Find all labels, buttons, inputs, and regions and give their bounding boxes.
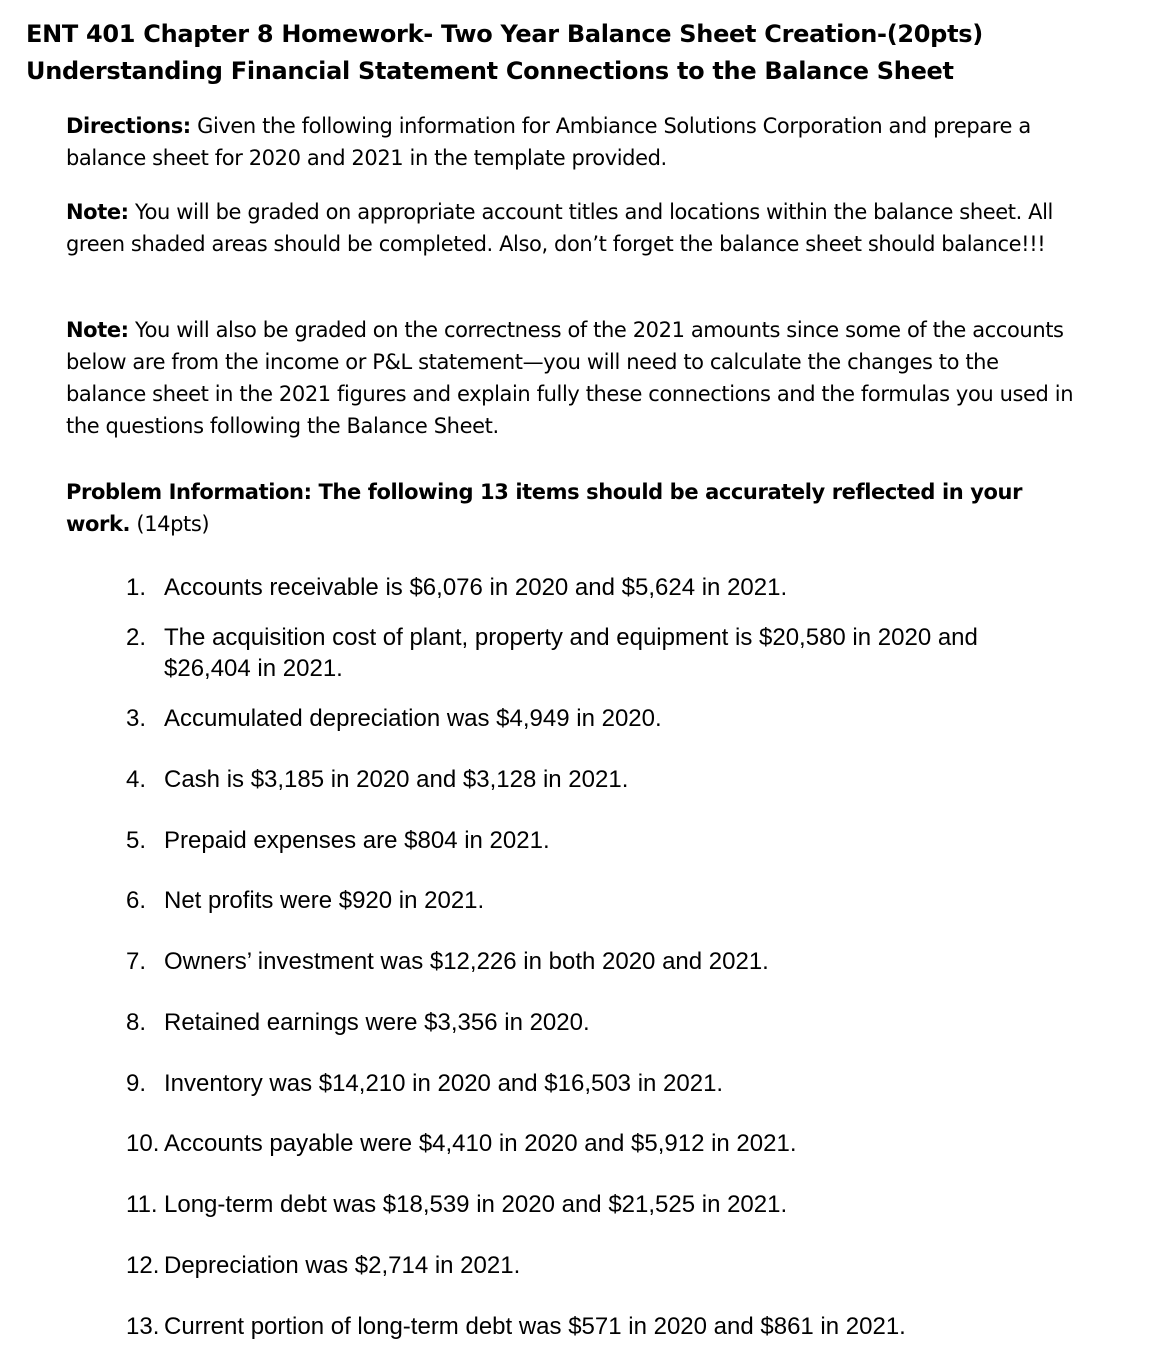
item-number: 10. (126, 1130, 160, 1157)
list-item (126, 825, 1066, 856)
directions-label: Directions: (66, 114, 191, 138)
item-number: 7. (126, 948, 147, 975)
note-text: You will also be graded on the correctness of the 2021 amounts since some of the accounts below are from the income or P&L statement—you will need to calculate the changes to the balance sheet in the 2021 figures and explain fully these connections and the formulas you used in the questions following the Balance Sheet. (66, 318, 1074, 438)
item-text: The acquisition cost of plant, property and equipment is $20,580 in 2020 and $26,404 in 2021. (164, 624, 978, 682)
item-text: Inventory was $14,210 in 2020 and $16,503 in 2021. (164, 1070, 724, 1097)
item-text: Net profits were $920 in 2021. (164, 887, 485, 914)
item-number: 9. (126, 1070, 147, 1097)
item-number: 3. (126, 705, 147, 732)
list-item (126, 1007, 1066, 1038)
list-item (126, 764, 1066, 795)
item-number: 13. (126, 1313, 160, 1340)
item-text: Owners’ investment was $12,226 in both 2020 and 2021. (164, 948, 769, 975)
note-label: Note: (66, 200, 129, 224)
item-number: 1. (126, 574, 147, 601)
item-text: Accounts payable were $4,410 in 2020 and $5,912 in 2021. (164, 1130, 797, 1157)
item-text: Accumulated depreciation was $4,949 in 2020. (164, 705, 662, 732)
item-text: Long-term debt was $18,539 in 2020 and $21,525 in 2021. (164, 1191, 788, 1218)
list-item (126, 1311, 1066, 1342)
item-text: Depreciation was $2,714 in 2021. (164, 1252, 521, 1279)
item-number: 11. (126, 1191, 158, 1218)
list-item (126, 1068, 1066, 1099)
item-number: 8. (126, 1009, 147, 1036)
list-item (126, 1128, 1066, 1159)
list-item (126, 572, 1066, 603)
item-text: Retained earnings were $3,356 in 2020. (164, 1009, 590, 1036)
directions-text: Given the following information for Ambiance Solutions Corporation and prepare a balance sheet for 2020 and 2021 in the template provided. (66, 114, 1031, 170)
page-subtitle: Understanding Financial Statement Connections to the Balance Sheet (26, 57, 954, 85)
item-number: 5. (126, 827, 147, 854)
list-item (126, 1250, 1066, 1281)
list-item (126, 703, 1066, 734)
item-text: Prepaid expenses are $804 in 2021. (164, 827, 550, 854)
item-text: Cash is $3,185 in 2020 and $3,128 in 2021. (164, 766, 629, 793)
item-number: 4. (126, 766, 147, 793)
page-title: ENT 401 Chapter 8 Homework- Two Year Balance Sheet Creation-(20pts) (26, 20, 983, 48)
note-label: Note: (66, 318, 129, 342)
note-text: You will be graded on appropriate account titles and locations within the balance sheet. All green shaded areas should be completed. Also, don’t forget the balance sheet should balance!!! (66, 200, 1053, 256)
problem-label: Problem Information: The following 13 items should be accurately reflected in your work. (66, 480, 1023, 536)
item-text: Accounts receivable is $6,076 in 2020 and $5,624 in 2021. (164, 574, 788, 601)
list-item (126, 885, 1066, 916)
item-number: 6. (126, 887, 147, 914)
item-number: 12. (126, 1252, 160, 1279)
problem-points: (14pts) (130, 512, 210, 536)
item-number: 2. (126, 624, 147, 651)
list-item (126, 946, 1066, 977)
item-text: Current portion of long-term debt was $571 in 2020 and $861 in 2021. (164, 1313, 906, 1340)
list-item (126, 1189, 1066, 1220)
list-item (126, 622, 1066, 684)
